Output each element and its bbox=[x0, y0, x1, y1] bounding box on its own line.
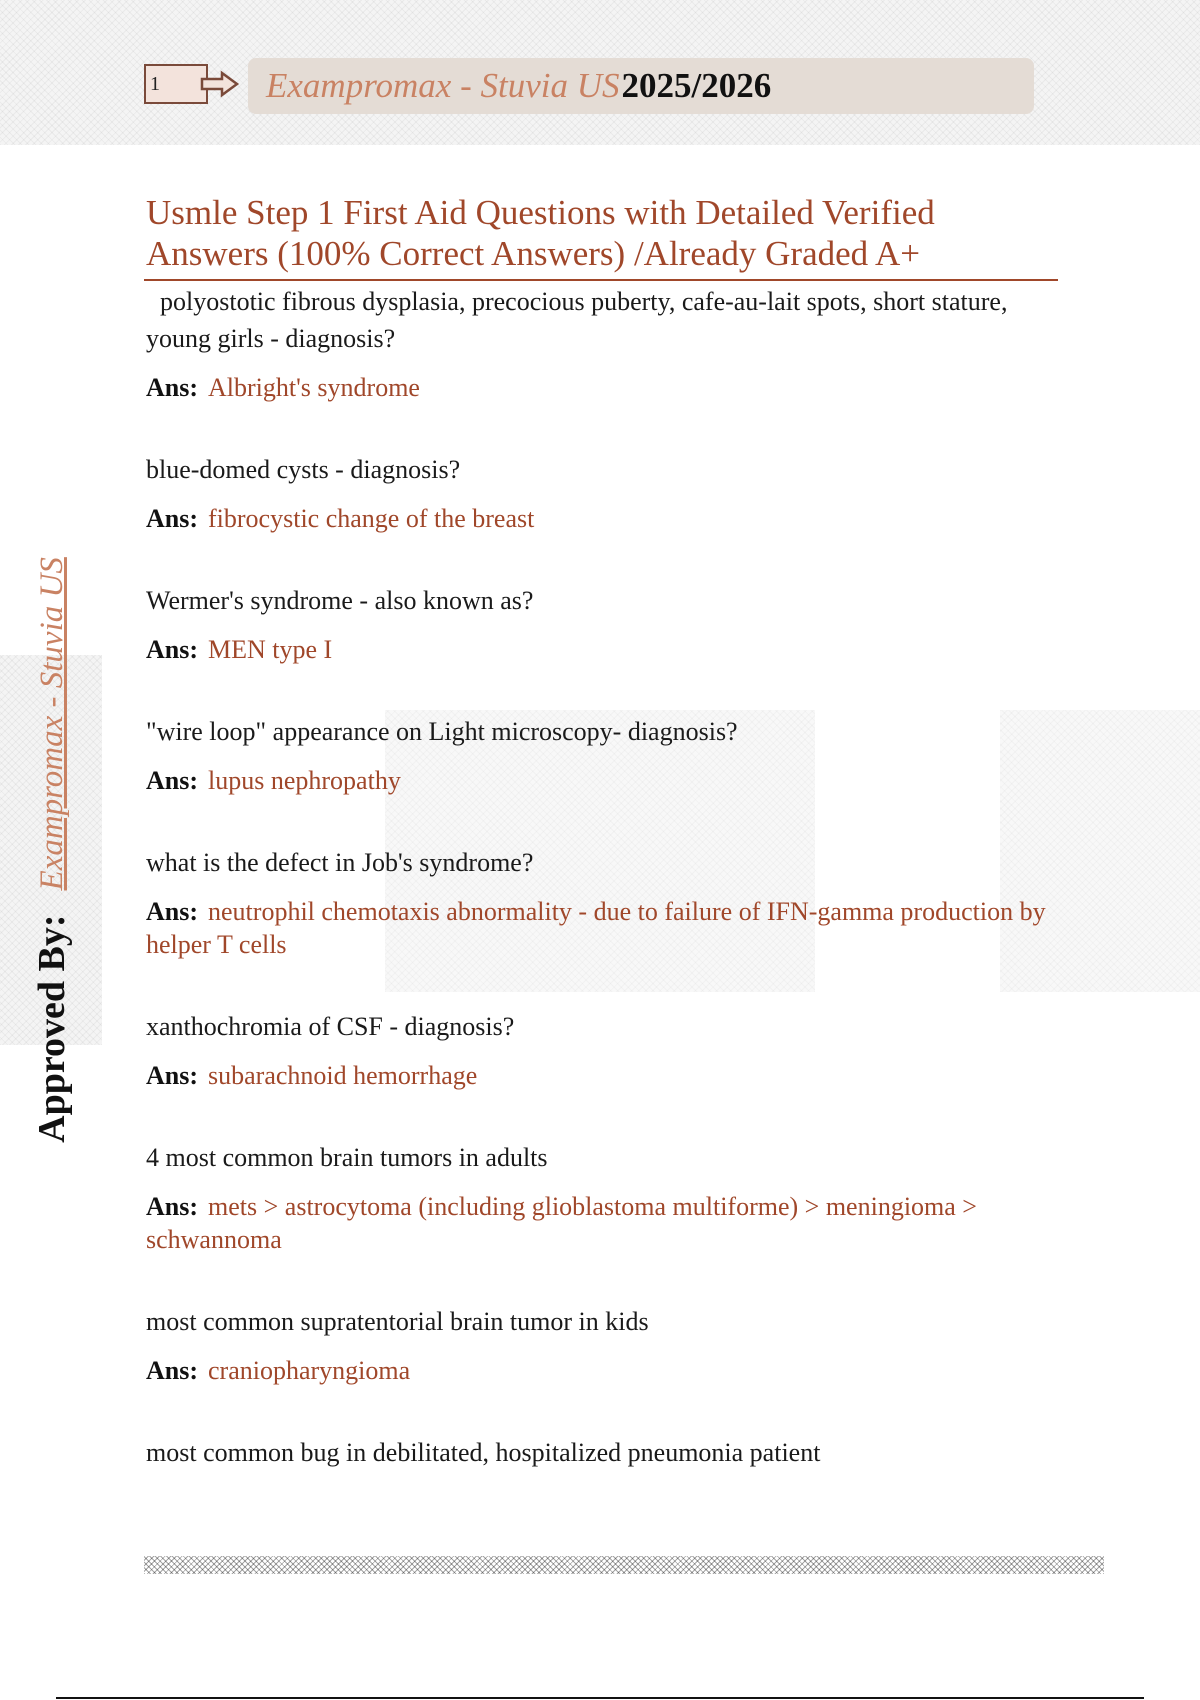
answer-line bbox=[146, 502, 1046, 535]
page-number-box bbox=[144, 64, 208, 104]
answer-label: Ans: bbox=[146, 504, 199, 533]
answer-label: Ans: bbox=[146, 1061, 199, 1090]
qa-item bbox=[146, 582, 1046, 666]
arrow-right-icon bbox=[200, 70, 240, 98]
bottom-hatch-strip bbox=[144, 1556, 1104, 1574]
approved-by-label: Approved By: bbox=[31, 914, 73, 1143]
question-text: blue-domed cysts - diagnosis? bbox=[146, 455, 461, 484]
answer-label: Ans: bbox=[146, 635, 199, 664]
answer-line bbox=[146, 1190, 1046, 1256]
answer-text: MEN type I bbox=[208, 635, 333, 664]
qa-item bbox=[146, 1434, 1046, 1471]
answer-label: Ans: bbox=[146, 766, 199, 795]
answer-label: Ans: bbox=[146, 1356, 199, 1385]
footer-rule bbox=[56, 1697, 1144, 1699]
qa-item bbox=[146, 844, 1046, 961]
answer-text: craniopharyngioma bbox=[208, 1356, 411, 1385]
answer-line bbox=[146, 1354, 1046, 1387]
answer-line bbox=[146, 1059, 1046, 1092]
approver-name: Exampromax - Stuvia US bbox=[33, 557, 70, 891]
answer-text: fibrocystic change of the breast bbox=[208, 504, 535, 533]
question-text: 4 most common brain tumors in adults bbox=[146, 1143, 548, 1172]
answer-text: subarachnoid hemorrhage bbox=[208, 1061, 478, 1090]
question-text: polyostotic fibrous dysplasia, precocious puberty, cafe-au-lait spots, short stature, young girls - diagnosis? bbox=[146, 287, 1008, 353]
answer-line bbox=[146, 764, 1046, 797]
question-text: most common supratentorial brain tumor in kids bbox=[146, 1307, 649, 1336]
answer-text: lupus nephropathy bbox=[208, 766, 401, 795]
header-brand: Exampromax - Stuvia US bbox=[266, 66, 620, 105]
answer-text: mets > astrocytoma (including glioblastoma multiforme) > meningioma > schwannoma bbox=[146, 1192, 977, 1254]
document-title: Usmle Step 1 First Aid Questions with Detailed Verified Answers (100% Correct Answers) /Already Graded A+ bbox=[146, 193, 935, 273]
title-underline bbox=[144, 279, 1058, 281]
answer-text: neutrophil chemotaxis abnormality - due to failure of IFN-gamma production by helper T cells bbox=[146, 897, 1046, 959]
answer-line bbox=[146, 371, 1046, 404]
qa-item bbox=[146, 1303, 1046, 1387]
qa-item bbox=[146, 451, 1046, 535]
question-text: what is the defect in Job's syndrome? bbox=[146, 848, 534, 877]
qa-item bbox=[146, 283, 1046, 404]
qa-item bbox=[146, 1139, 1046, 1256]
answer-label: Ans: bbox=[146, 373, 199, 402]
qa-item bbox=[146, 1008, 1046, 1092]
question-text: most common bug in debilitated, hospitalized pneumonia patient bbox=[146, 1438, 821, 1467]
question-text: Wermer's syndrome - also known as? bbox=[146, 586, 534, 615]
approval-stamp bbox=[30, 557, 74, 1143]
answer-line bbox=[146, 895, 1046, 961]
header-year: 2025/2026 bbox=[621, 66, 772, 105]
answer-label: Ans: bbox=[146, 897, 199, 926]
header-banner bbox=[248, 58, 1034, 114]
qa-item bbox=[146, 713, 1046, 797]
page-number: 1 bbox=[150, 73, 160, 95]
question-text: xanthochromia of CSF - diagnosis? bbox=[146, 1012, 515, 1041]
answer-text: Albright's syndrome bbox=[208, 373, 420, 402]
answer-label: Ans: bbox=[146, 1192, 199, 1221]
answer-line bbox=[146, 633, 1046, 666]
question-text: "wire loop" appearance on Light microscopy- diagnosis? bbox=[146, 717, 738, 746]
qa-list bbox=[146, 283, 1046, 1471]
